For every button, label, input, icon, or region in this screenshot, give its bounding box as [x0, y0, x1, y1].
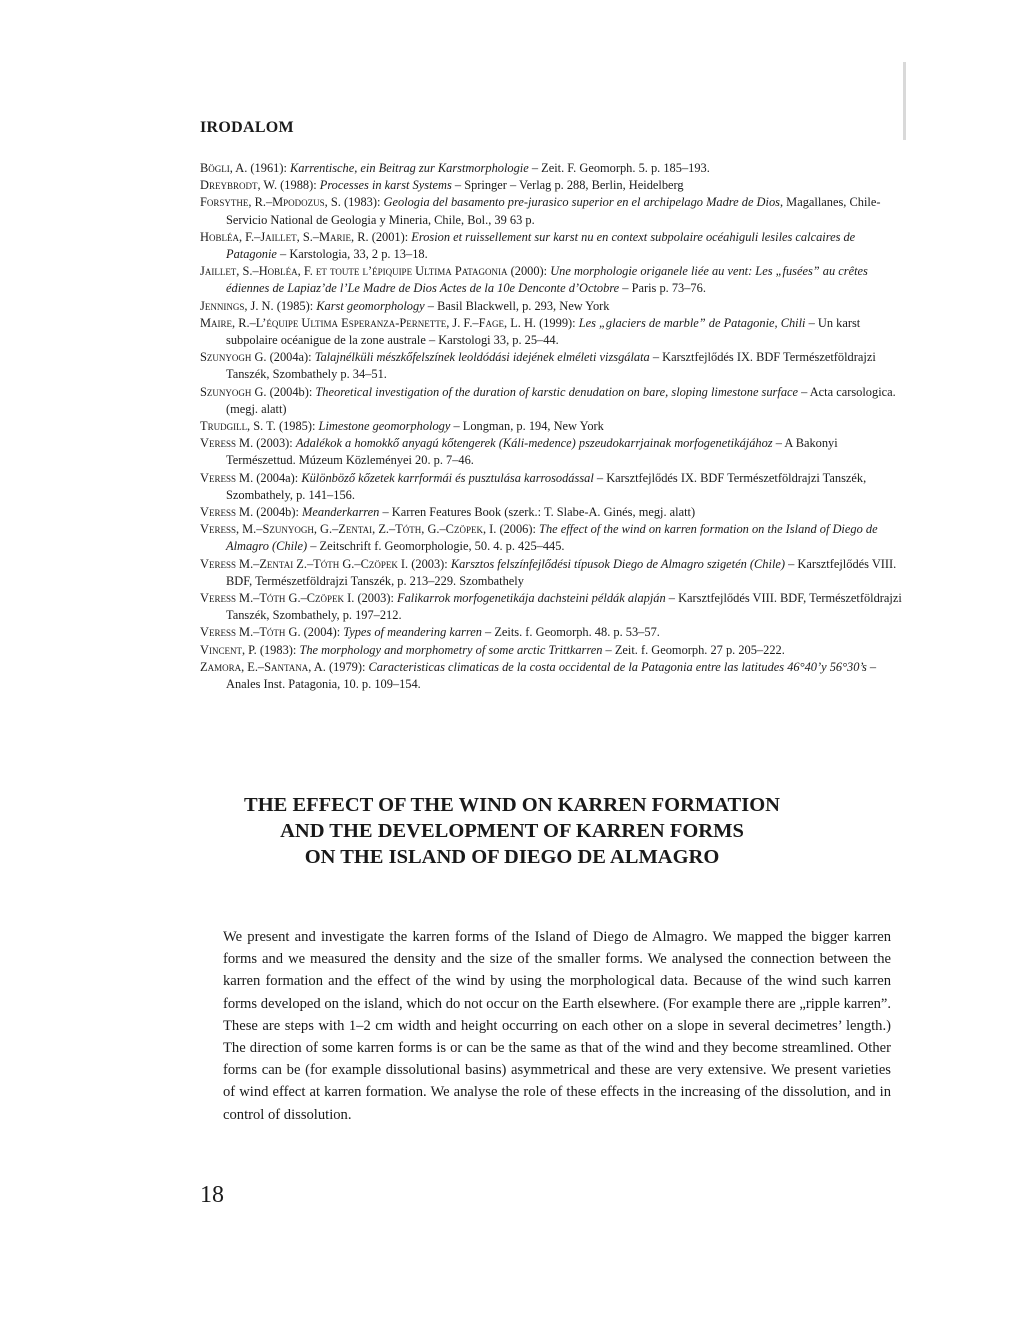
- reference-item: Veress M.–Tóth G.–Czöpek I. (2003): Falikarrok morfogenetikája dachsteini példák alapján – Karsztfejlődés VIII. BDF, Természetföldrajzi Tanszék, Szombathely, p. 197–212.: [200, 591, 902, 623]
- reference-list: [200, 160, 904, 693]
- reference-item: Veress M.–Tóth G. (2004): Types of meandering karren – Zeits. f. Geomorph. 48. p. 53–57.: [200, 625, 660, 640]
- reference-item: Forsythe, R.–Mpodozus, S. (1983): Geologia del basamento pre-jurasico superior en el archipelago Madre de Dios, Magallanes, Chile-Servicio National de Geologia y Mineria, Chile, Bol., 39 63 p.: [200, 195, 881, 227]
- reference-item: Jaillet, S.–Hobléa, F. et toute l’épiquipe Ultima Patagonia (2000): Une morphologie origanele liée au vent: Les „fusées” au crêtes édiennes de Lapiaz’de l’Le Madre de Dios Actes de la 10e Denconte d’Octobre – Paris p. 73–76.: [200, 264, 868, 296]
- reference-item: Hobléa, F.–Jaillet, S.–Marie, R. (2001): Erosion et ruissellement sur karst nu en context subpolaire océahiguli lesiles calcaires de Patagonie – Karstologia, 33, 2 p. 13–18.: [200, 229, 856, 262]
- paper-title-line: ON THE ISLAND OF DIEGO DE ALMAGRO: [304, 846, 720, 868]
- page-number: 18: [200, 1182, 224, 1208]
- scan-edge-mark: [903, 62, 906, 140]
- reference-item: Jennings, J. N. (1985): Karst geomorphology – Basil Blackwell, p. 293, New York: [200, 298, 610, 313]
- reference-item: Szunyogh G. (2004a): Talajnélküli mészkőfelszínek leoldódási idejének elméleti vizsgálata – Karsztfejlődés IX. BDF Természetföldrajzi Tanszék, Szombathely p. 34–51.: [200, 350, 876, 382]
- paper-title: [160, 792, 864, 870]
- reference-item: Veress M. (2003): Adalékok a homokkő anyagú kőtengerek (Káli-medence) pszeudokarrjainak morfogenetikájához – A Bakonyi Természettud. Múzeum Közleményei 20. p. 7–46.: [200, 436, 838, 468]
- paper-title-line: THE EFFECT OF THE WIND ON KARREN FORMATION: [244, 794, 780, 816]
- references-heading: IRODALOM: [200, 119, 294, 136]
- reference-item: Trudgill, S. T. (1985): Limestone geomorphology – Longman, p. 194, New York: [200, 419, 604, 434]
- reference-item: Veress, M.–Szunyogh, G.–Zentai, Z.–Tóth, G.–Czöpek, I. (2006): The effect of the wind on karren formation on the Island of Diego de Almagro (Chile) – Zeitschrift f. Geomorphologie, 50. 4. p. 425–445.: [200, 522, 878, 554]
- reference-item: Veress M. (2004a): Különböző kőzetek karrformái és pusztulása karrosodással – Karsztfejlődés IX. BDF Természetföldrajzi Tanszék, Szombathely, p. 141–156.: [200, 470, 867, 502]
- abstract-text: We present and investigate the karren forms of the Island of Diego de Almagro. We mapped the bigger karren forms and we measured the density and the size of the smaller forms. We analysed the connection between the karren formation and the effect of the wind by using the morphological data. Because of the wind such karren forms developed on the island, which do not occur on the Earth elsewhere. (For example there are „ripple karren”. These are steps with 1–2 cm width and height occurring on each other on a slope in several decimetres’ length.) The direction of some karren forms is or can be the same as that of the wind and they become streamlined. Other forms can be (for example dissolutional basins) asymmetrical and these are very extensive. We present varieties of wind effect at karren formation. We analyse the role of these effects in the increasing of the dissolution, and in control of dissolution.: [223, 929, 891, 1123]
- reference-item: Vincent, P. (1983): The morphology and morphometry of some arctic Trittkarren – Zeit. f. Geomorph. 27 p. 205–222.: [200, 642, 785, 657]
- reference-item: Dreybrodt, W. (1988): Processes in karst Systems – Springer – Verlag p. 288, Berlin, Heidelberg: [200, 178, 684, 193]
- reference-item: Maire, R.–L’équipe Ultima Esperanza-Pernette, J. F.–Fage, L. H. (1999): Les „glaciers de marble” de Patagonie, Chili – Un karst subpolaire océanigue de la zone australe – Karstologi 33, p. 25–44.: [200, 315, 861, 348]
- paper-title-line: AND THE DEVELOPMENT OF KARREN FORMS: [280, 820, 744, 842]
- reference-item: Zamora, E.–Santana, A. (1979): Caracteristicas climaticas de la costa occidental de la Patagonia entre las latitudes 46°40’y 56°30’s – Anales Inst. Patagonia, 10. p. 109–154.: [200, 659, 877, 692]
- reference-item: Bögli, A. (1961): Karrentische, ein Beitrag zur Karstmorphologie – Zeit. F. Geomorph. 5. p. 185–193.: [200, 161, 710, 175]
- reference-item: Veress M.–Zentai Z.–Tóth G.–Czöpek I. (2003): Karsztos felszínfejlődési típusok Diego de Almagro szigetén (Chile) – Karsztfejlődés VIII. BDF, Természetföldrajzi Tanszék, p. 213–229. Szombathely: [200, 556, 897, 588]
- reference-item: Szunyogh G. (2004b): Theoretical investigation of the duration of karstic denudation on bare, sloping limestone surface – Acta carsologica. (megj. alatt): [200, 384, 896, 416]
- reference-item: Veress M. (2004b): Meanderkarren – Karren Features Book (szerk.: T. Slabe-A. Ginés, megj. alatt): [200, 505, 696, 520]
